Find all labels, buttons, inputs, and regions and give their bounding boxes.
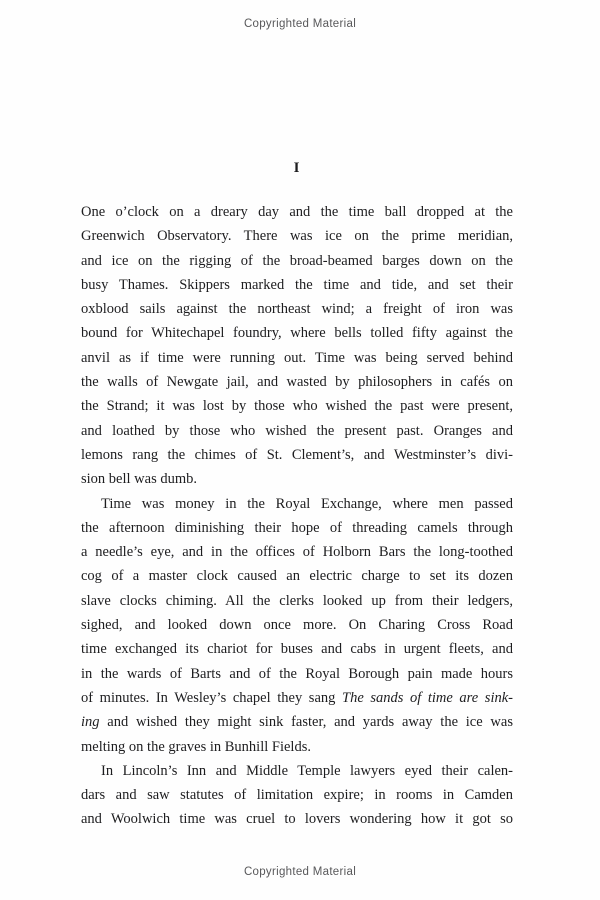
text-line <box>81 394 513 418</box>
italic-text-segment: The sands of time are sink- <box>342 689 513 706</box>
text-segment: sighed, and looked down once more. On Charing Cross Road <box>81 617 513 634</box>
copyright-notice-bottom: Copyrighted Material <box>243 866 357 878</box>
text-line <box>81 637 513 661</box>
text-line <box>81 807 513 831</box>
text-line <box>81 759 513 783</box>
text-segment: anvil as if time were running out. Time was being served behind <box>81 349 513 366</box>
text-segment: bound for Whitechapel foundry, where bells tolled fifty against the <box>81 325 513 342</box>
text-segment: in the wards of Barts and of the Royal Borough pain made hours <box>81 665 513 682</box>
text-line <box>81 297 513 321</box>
text-line <box>81 370 513 394</box>
text-segment: time exchanged its chariot for buses and cabs in urgent fleets, and <box>81 641 513 658</box>
chapter-number: I <box>293 160 301 176</box>
text-segment: of minutes. In Wesley’s chapel they sang <box>81 689 342 706</box>
text-segment: and Woolwich time was cruel to lovers wondering how it got so <box>81 811 513 828</box>
text-segment: the walls of Newgate jail, and wasted by philosophers in cafés on <box>81 374 513 391</box>
body-text <box>81 200 513 832</box>
text-line <box>81 516 513 540</box>
italic-text-segment: ing <box>81 714 100 731</box>
text-line <box>81 321 513 345</box>
text-segment: busy Thames. Skippers marked the time and tide, and set their <box>81 276 513 293</box>
text-line <box>81 249 513 273</box>
text-line <box>81 710 513 734</box>
text-segment: and wished they might sink faster, and yards away the ice was <box>99 714 513 731</box>
copyright-notice-top: Copyrighted Material <box>243 18 357 30</box>
text-segment: Time was money in the Royal Exchange, where men passed <box>101 495 513 512</box>
text-line <box>81 346 513 370</box>
text-segment: slave clocks chiming. All the clerks looked up from their ledgers, <box>81 592 513 609</box>
text-line <box>81 613 513 637</box>
text-segment: One o’clock on a dreary day and the time ball dropped at the <box>81 204 513 220</box>
text-segment: sion bell was dumb. <box>81 471 197 488</box>
text-line <box>81 224 513 248</box>
text-segment: and loathed by those who wished the present past. Oranges and <box>81 422 513 439</box>
text-segment: Greenwich Observatory. There was ice on the prime meridian, <box>81 228 513 245</box>
text-line <box>81 467 513 491</box>
text-segment: cog of a master clock caused an electric charge to set its dozen <box>81 568 513 585</box>
text-segment: lemons rang the chimes of St. Clement’s, and Westminster’s divi- <box>81 446 513 463</box>
text-segment: In Lincoln’s Inn and Middle Temple lawyers eyed their calen- <box>101 762 513 779</box>
text-line <box>81 589 513 613</box>
text-line <box>81 200 513 224</box>
text-segment: oxblood sails against the northeast wind; a freight of iron was <box>81 301 513 318</box>
text-line <box>81 419 513 443</box>
text-segment: melting on the graves in Bunhill Fields. <box>81 738 311 755</box>
text-line <box>81 686 513 710</box>
text-line <box>81 273 513 297</box>
text-line <box>81 735 513 759</box>
text-line <box>81 564 513 588</box>
text-segment: the Strand; it was lost by those who wished the past were present, <box>81 398 513 415</box>
text-line <box>81 492 513 516</box>
text-segment: and ice on the rigging of the broad-beamed barges down on the <box>81 252 513 269</box>
text-segment: the afternoon diminishing their hope of threading camels through <box>81 519 513 536</box>
text-line <box>81 443 513 467</box>
text-line <box>81 662 513 686</box>
text-line <box>81 783 513 807</box>
text-line <box>81 540 513 564</box>
text-segment: dars and saw statutes of limitation expire; in rooms in Camden <box>81 787 513 804</box>
text-segment: a needle’s eye, and in the offices of Holborn Bars the long-toothed <box>81 544 513 561</box>
